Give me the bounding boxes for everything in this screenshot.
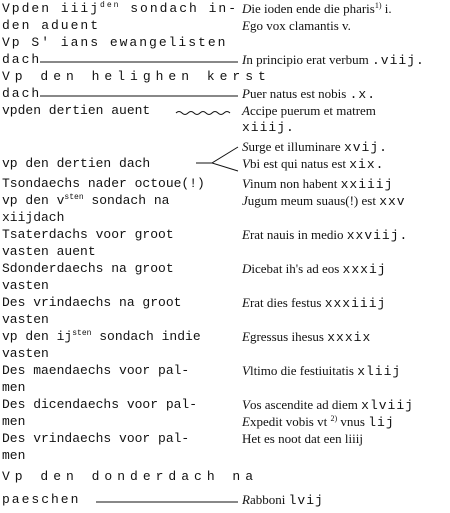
left-line: dach [2,52,42,67]
left-line: Vp S' ians ewangelisten [2,35,228,50]
left-line: Des vrindaechs na groot [2,295,182,310]
left-line: Vp den donderdach na [2,469,259,484]
left-line: paeschen [2,492,81,507]
right-line: Vos ascendite ad diem xlviij [242,397,414,413]
right-line: Expedit vobis vt $^{2)}$ vnus lij [242,414,395,430]
left-line: Des maendaechs voor pal- [2,363,190,378]
entry-row-18 [0,294,450,311]
right-line: Ego vox clamantis v. [242,18,351,33]
left-line: Des vrindaechs voor pal- [2,431,190,446]
left-line: vasten auent [2,244,96,259]
left-line: vasten [2,346,49,361]
right-line: Puer natus est nobis .x. [242,86,377,102]
entry-row-5 [0,68,450,85]
right-line: Vltimo die festiuitatis xliij [242,363,402,379]
right-line: Surge et illuminare xvij. [242,139,388,155]
left-line: Sdonderdaechs na groot [2,261,174,276]
left-line: vp den $ij^{sten}$ sondach indie [2,329,201,344]
entry-row-10 [0,155,450,172]
entry-row-20 [0,328,450,345]
entry-row-11 [0,175,450,192]
right-line: Dicebat ih's ad eos xxxij [242,261,387,277]
right-line: Vbi est qui natus est xix. [242,156,385,172]
entry-row-2 [0,17,450,34]
entry-row-16 [0,260,450,277]
left-line: vasten [2,312,49,327]
entry-row-25 [0,413,450,430]
right-line: In principio erat verbum .viij. [242,52,425,68]
entry-row-7 [0,102,450,119]
entry-row-3 [0,34,450,51]
left-line: men [2,448,26,463]
right-line: Jugum meum suaus(!) est xxv [242,193,406,209]
right-line: Rabboni lvij [242,492,324,508]
entry-row-19 [0,311,450,328]
entry-row-28 [0,468,450,485]
left-line: men [2,380,26,395]
entry-row-4 [0,51,450,68]
entry-row-13 [0,209,450,226]
left-line: Tsondaechs nader octoue(!) [2,176,205,191]
left-line: Tsaterdachs voor groot [2,227,174,242]
left-line: Des dicendaechs voor pal- [2,397,198,412]
right-line: Erat dies festus xxxiiij [242,295,387,311]
right-line: Accipe puerum et matrem [242,103,376,118]
right-line: xiiij. [242,120,295,135]
left-line: vpden dertien auent [2,103,151,118]
right-line: Erat nauis in medio xxviij. [242,227,409,243]
entry-row-12 [0,192,450,209]
left-line: Vpden iiij$^{den}$ sondach in- [2,1,239,16]
entry-row-17 [0,277,450,294]
left-line: xiijdach [2,210,65,225]
left-line: vp den dertien dach [2,156,151,171]
entry-row-9 [0,138,450,155]
right-line: Vinum non habent xxiiij [242,176,394,192]
entry-row-6 [0,85,450,102]
entry-row-29 [0,491,450,508]
right-line: Die ioden ende die pharis$^{1)}$ i. [242,1,392,16]
left-line: vasten [2,278,49,293]
left-line: vp den $v^{sten}$ sondach na [2,193,170,208]
entry-row-24 [0,396,450,413]
entry-row-22 [0,362,450,379]
entry-row-15 [0,243,450,260]
left-line: men [2,414,26,429]
left-line: den aduent [2,18,101,33]
entry-row-26 [0,430,450,447]
entry-row-27 [0,447,450,464]
right-line: Het es noot dat een liiij [242,431,363,446]
left-line: dach [2,86,42,101]
entry-row-1 [0,0,450,17]
entry-row-8 [0,119,450,136]
right-line: Egressus ihesus xxxix [242,329,372,345]
entry-row-14 [0,226,450,243]
entry-row-23 [0,379,450,396]
left-line: Vp den helighen kerst [2,69,271,84]
entry-row-21 [0,345,450,362]
